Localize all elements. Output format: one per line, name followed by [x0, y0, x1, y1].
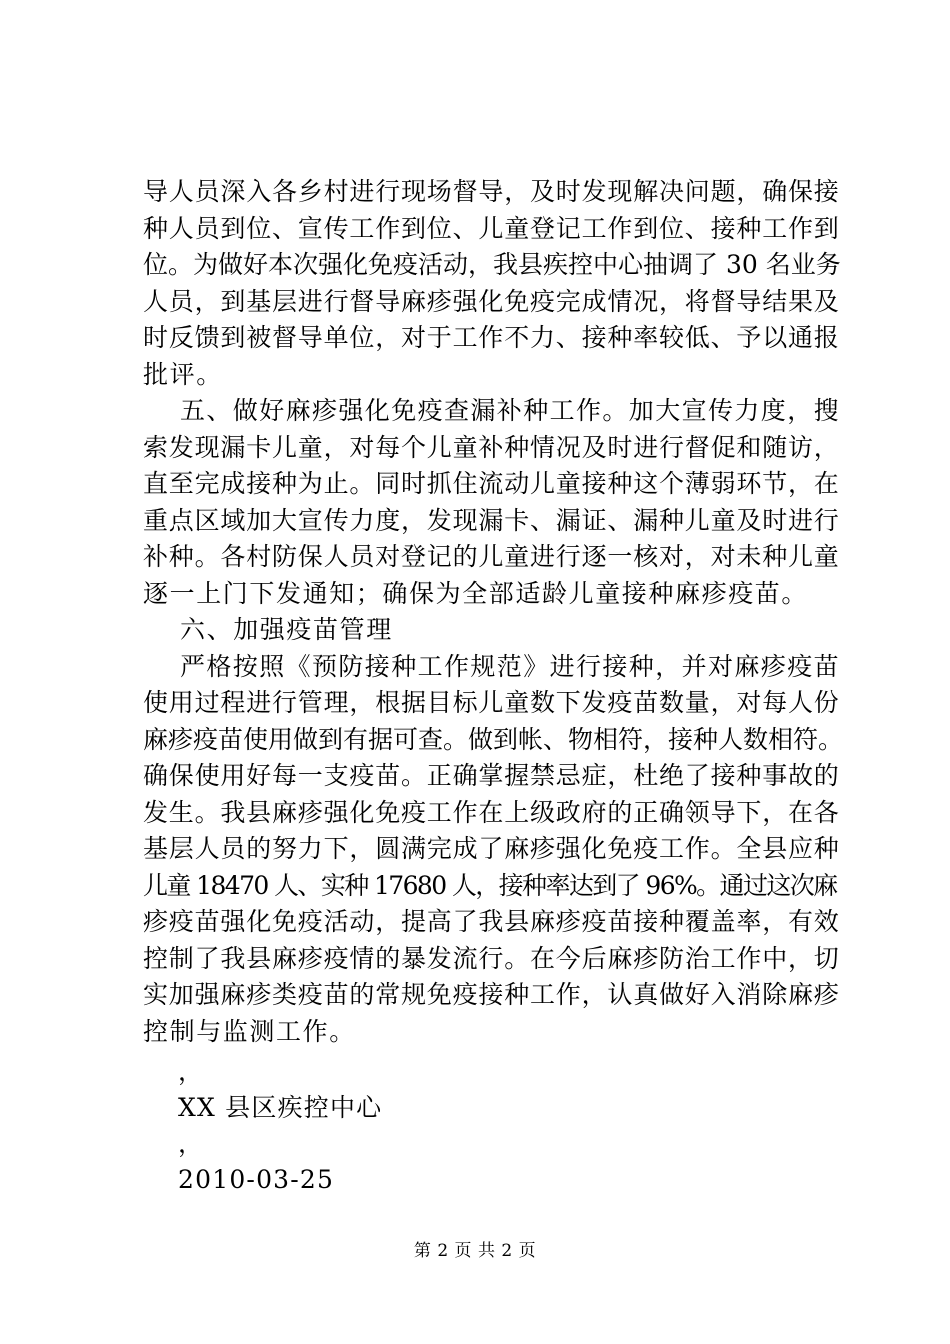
document-body: [143, 174, 843, 1050]
text-line: 严格按照《预防接种工作规范》进行接种，并对麻疹疫苗: [180, 651, 841, 681]
text-line: 基层人员的努力下，圆满完成了麻疹强化免疫工作。全县应种: [143, 834, 840, 863]
text-line: 疹疫苗强化免疫活动，提高了我县麻疹疫苗接种覆盖率，有效: [143, 907, 840, 936]
text-line: 直至完成接种为止。同时抓住流动儿童接种这个薄弱环节，在: [143, 469, 840, 498]
text-line: 重点区域加大宣传力度，发现漏卡、漏证、漏种儿童及时进行: [143, 505, 840, 535]
signature-date: 2010-03-25: [178, 1165, 335, 1194]
text-line: 时反馈到被督导单位，对于工作不力、接种率较低、予以通报: [143, 323, 840, 352]
signature-comma: ，: [178, 1057, 205, 1086]
section-six-heading: 六、加强疫苗管理: [180, 615, 393, 644]
signature-organization: XX 县区疾控中心: [178, 1093, 383, 1122]
text-line: 麻疹疫苗使用做到有据可查。做到帐、物相符，接种人数相符。: [143, 724, 844, 754]
text-line: 人员，到基层进行督导麻疹强化免疫完成情况，将督导结果及: [143, 286, 840, 316]
text-line: 发生。我县麻疹强化免疫工作在上级政府的正确领导下，在各: [143, 797, 840, 827]
text-line: 逐一上门下发通知；确保为全部适龄儿童接种麻疹疫苗。: [143, 578, 809, 608]
text-line: 补种。各村防保人员对登记的儿童进行逐一核对，对未种儿童: [143, 542, 840, 571]
page-footer: 第 2 页 共 2 页: [413, 1241, 537, 1261]
text-line: 批评。: [143, 359, 223, 389]
text-line: 种人员到位、宣传工作到位、儿童登记工作到位、接种工作到: [143, 213, 840, 243]
text-line: 使用过程进行管理，根据目标儿童数下发疫苗数量，对每人份: [143, 688, 840, 717]
text-line: 索发现漏卡儿童，对每个儿童补种情况及时进行督促和随访，: [143, 432, 840, 462]
text-line: 控制与监测工作。: [143, 1016, 356, 1046]
text-line: 确保使用好每一支疫苗。正确掌握禁忌症，杜绝了接种事故的: [143, 761, 840, 790]
text-line: 实加强麻疹类疫苗的常规免疫接种工作，认真做好入消除麻疹: [143, 980, 840, 1009]
section-five-heading-line: 五、做好麻疹强化免疫查漏补种工作。加大宣传力度，搜: [180, 396, 841, 425]
text-line: 位。为做好本次强化免疫活动，我县疾控中心抽调了 30 名业务: [143, 250, 841, 279]
text-line: 儿童 18470 人、实种 17680 人，接种率达到了 96%。通过这次麻: [143, 870, 837, 900]
signature-comma: ，: [178, 1129, 205, 1158]
text-line: 导人员深入各乡村进行现场督导，及时发现解决问题，确保接: [143, 177, 840, 206]
text-line: 控制了我县麻疹疫情的暴发流行。在今后麻疹防治工作中，切: [143, 943, 840, 973]
